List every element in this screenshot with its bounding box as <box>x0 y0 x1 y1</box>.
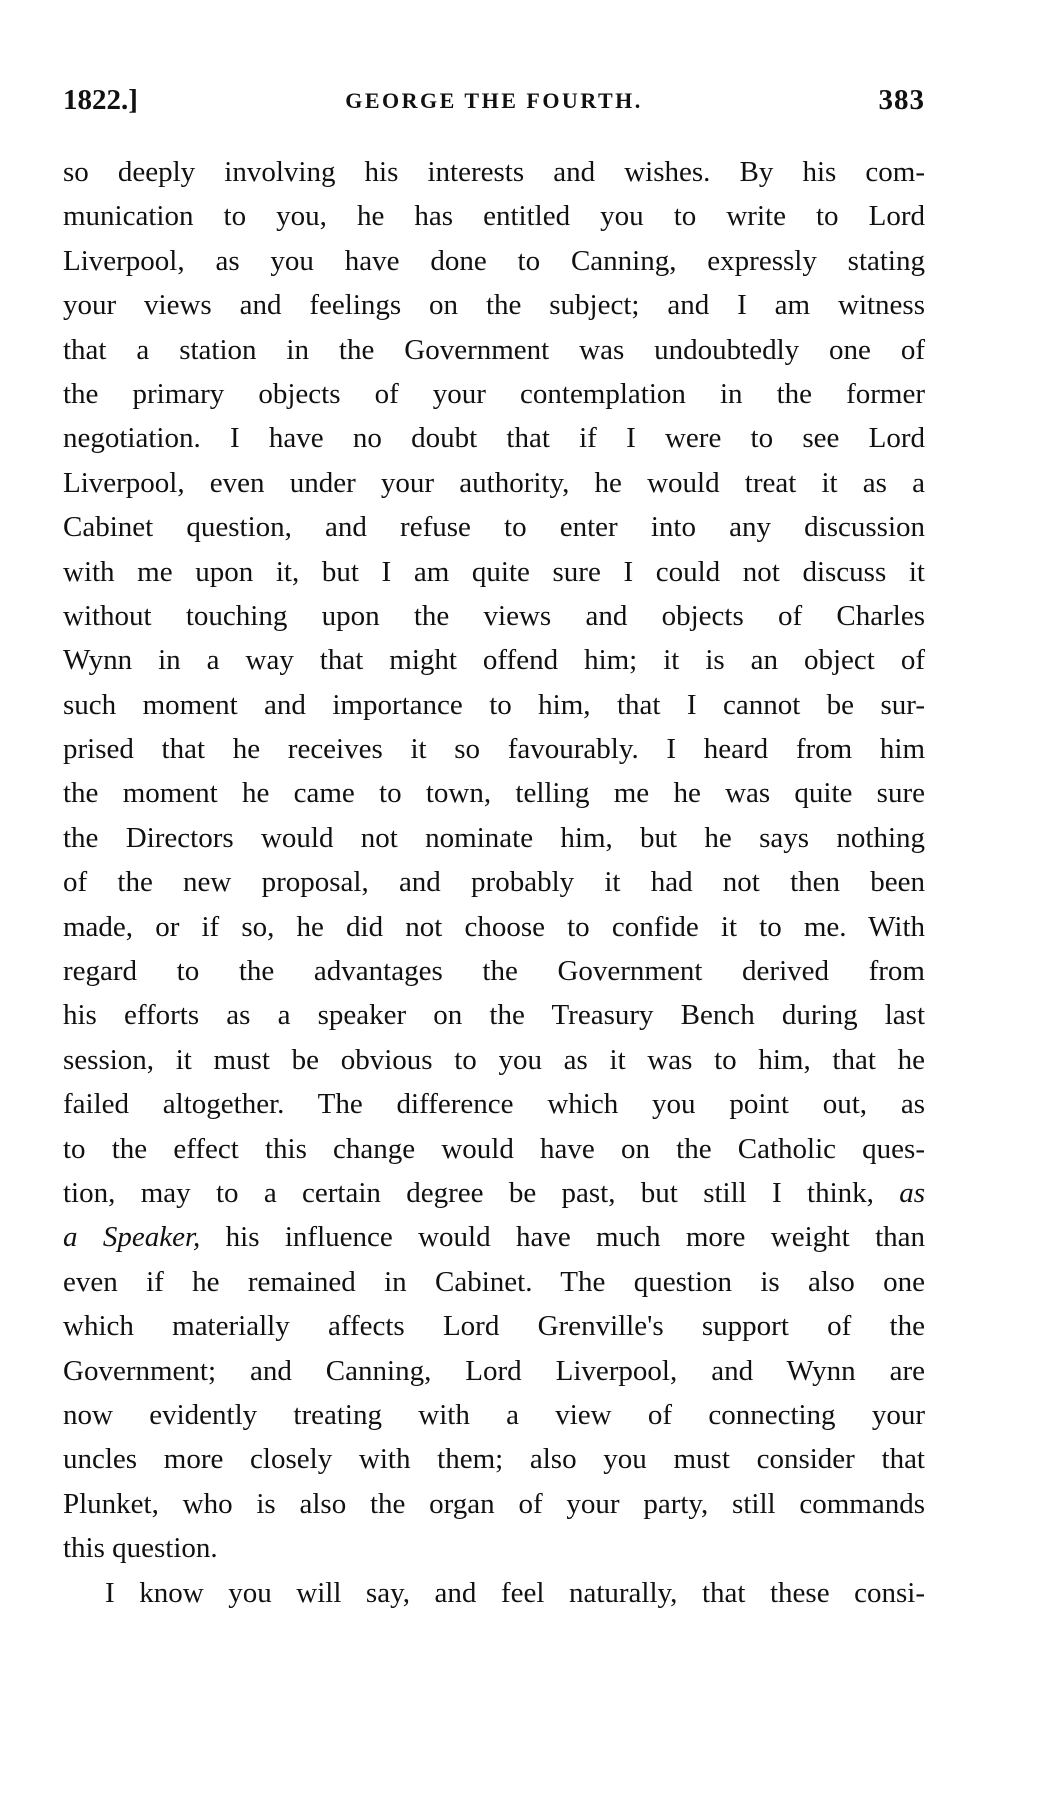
text-line: so deeply involving his interests and wishes. By his com- <box>63 156 925 188</box>
text-line: this question. <box>63 1532 218 1565</box>
italic-phrase: a Speaker, <box>63 1221 201 1254</box>
text-line: negotiation. I have no doubt that if I were to see Lord <box>63 422 925 455</box>
running-head-year: 1822.] <box>63 84 138 116</box>
text-line: Wynn in a way that might offend him; it is an object of <box>63 644 925 677</box>
text-line <box>63 1215 925 1259</box>
text-line-segment: tion, may to a certain degree be past, but still I think, <box>63 1176 874 1209</box>
text-line: with me upon it, but I am quite sure I could not discuss it <box>63 555 925 588</box>
text-line: that a station in the Government was undoubtedly one of <box>63 333 925 366</box>
text-line: made, or if so, he did not choose to confide it to me. With <box>63 910 925 943</box>
text-line: failed altogether. The difference which you point out, as <box>63 1088 925 1121</box>
text-line: even if he remained in Cabinet. The question is also one <box>63 1265 925 1298</box>
text-line: prised that he receives it so favourably. I heard from him <box>63 733 925 766</box>
paragraph-1 <box>63 150 925 1571</box>
text-line: regard to the advantages the Government derived from <box>63 955 925 988</box>
text-line: now evidently treating with a view of connecting your <box>63 1398 925 1431</box>
text-line: the primary objects of your contemplation in the former <box>63 377 925 410</box>
text-line: his efforts as a speaker on the Treasury Bench during last <box>63 999 925 1032</box>
text-line: without touching upon the views and objects of Charles <box>63 599 925 632</box>
body-text <box>63 150 925 1615</box>
text-line-segment: his influence would have much more weight than <box>225 1221 925 1254</box>
text-line: I know you will say, and feel naturally, that these consi- <box>105 1576 925 1609</box>
text-line: such moment and importance to him, that I cannot be sur- <box>63 688 925 721</box>
text-line: Liverpool, as you have done to Canning, expressly stating <box>63 244 925 277</box>
paragraph-2 <box>63 1571 925 1615</box>
text-line: to the effect this change would have on the Catholic ques- <box>63 1132 925 1165</box>
running-head <box>63 84 925 124</box>
running-head-title: GEORGE THE FOURTH. <box>345 88 643 113</box>
text-line <box>63 1171 925 1215</box>
text-line: Cabinet question, and refuse to enter into any discussion <box>63 511 925 544</box>
page-number: 383 <box>878 84 925 116</box>
text-line: your views and feelings on the subject; and I am witness <box>63 289 925 322</box>
text-line: Government; and Canning, Lord Liverpool, and Wynn are <box>63 1354 925 1387</box>
text-line: the Directors would not nominate him, but he says nothing <box>63 821 925 854</box>
text-line: which materially affects Lord Grenville's support of the <box>63 1310 925 1343</box>
text-line: of the new proposal, and probably it had not then been <box>63 866 925 899</box>
text-line: session, it must be obvious to you as it was to him, that he <box>63 1043 925 1076</box>
text-line: the moment he came to town, telling me he was quite sure <box>63 777 925 810</box>
text-line: Plunket, who is also the organ of your party, still commands <box>63 1487 925 1520</box>
text-line: Liverpool, even under your authority, he would treat it as a <box>63 466 925 499</box>
text-line: uncles more closely with them; also you must consider that <box>63 1443 925 1476</box>
italic-phrase: as <box>899 1176 925 1209</box>
text-line: munication to you, he has entitled you to write to Lord <box>63 200 925 233</box>
